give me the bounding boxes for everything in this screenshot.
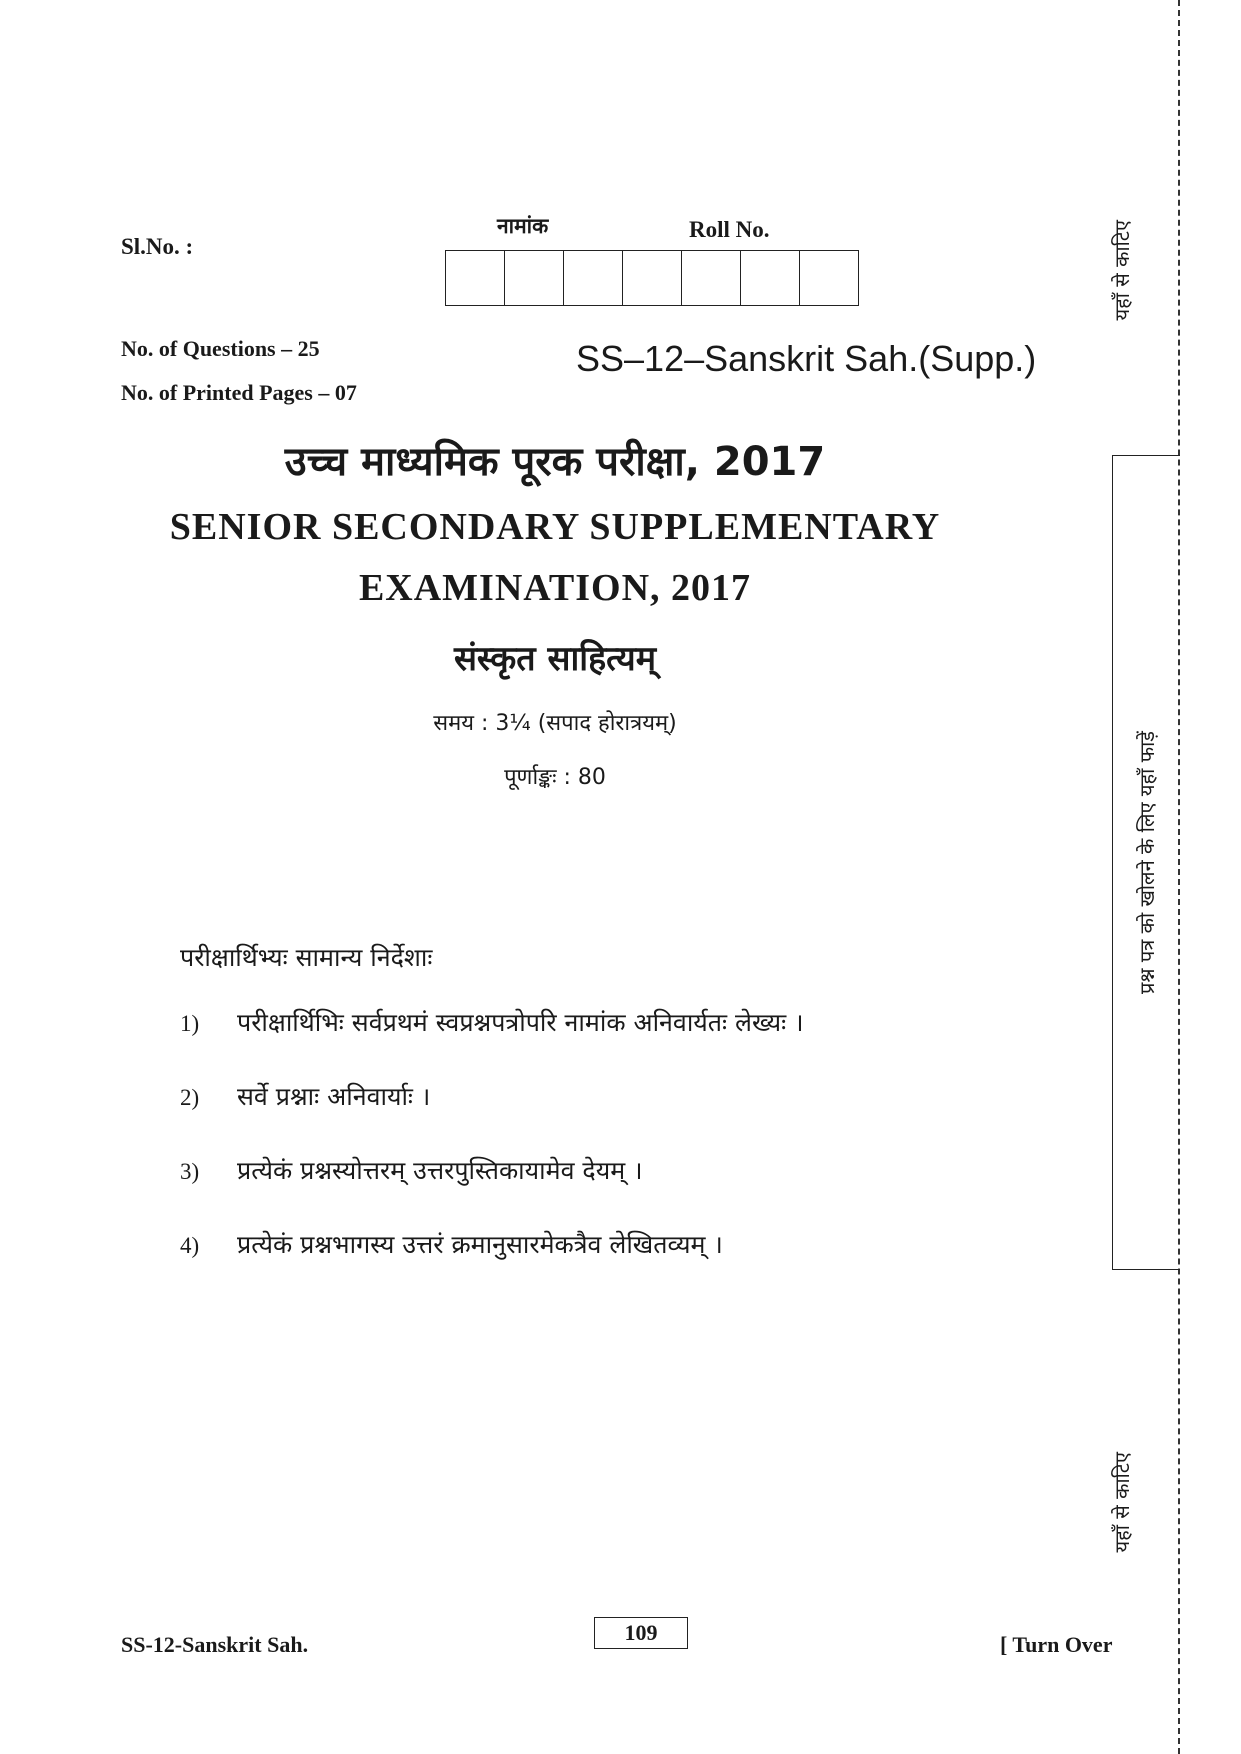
exam-duration: समय : 3¼ (सपाद होरात्रयम्) (433, 711, 677, 736)
instruction-number: 4) (180, 1233, 200, 1258)
instruction-number: 1) (180, 1011, 200, 1036)
turn-over-label: [ Turn Over (1000, 1632, 1113, 1657)
instruction-item (180, 1005, 1000, 1079)
maximum-marks: पूर्णाङ्कः : 80 (504, 765, 606, 790)
english-exam-title-line2: EXAMINATION, 2017 (358, 567, 752, 609)
roll-box[interactable] (682, 251, 741, 305)
instruction-text: प्रत्येकं प्रश्नस्योत्तरम् उत्तरपुस्तिकायामेव देयम् । (237, 1156, 643, 1185)
roll-box[interactable] (800, 251, 858, 305)
cut-here-bottom-label: यहाँ से काटिए (1110, 1452, 1134, 1553)
page-number-box: 109 (594, 1617, 688, 1649)
instruction-item (180, 1153, 1000, 1227)
roll-box[interactable] (505, 251, 564, 305)
instruction-text: परीक्षार्थिभिः सर्वप्रथमं स्वप्रश्नपत्रोपरि नामांक अनिवार्यतः लेख्यः । (237, 1008, 804, 1037)
footer-paper-code: SS-12-Sanskrit Sah. (121, 1632, 309, 1657)
roll-number-label: Roll No. (689, 217, 770, 242)
tear-instruction-label: प्रश्न पत्र को खोलने के लिए यहाँ फाड़ें (1135, 730, 1159, 995)
instruction-item (180, 1079, 1000, 1153)
subject-title: संस्कृत साहित्यम् (453, 639, 657, 679)
instruction-number: 3) (180, 1159, 200, 1184)
hindi-exam-title: उच्च माध्यमिक पूरक परीक्षा, 2017 (284, 439, 826, 485)
roll-box[interactable] (623, 251, 682, 305)
instruction-text: प्रत्येकं प्रश्नभागस्य उत्तरं क्रमानुसारमेकत्रैव लेखितव्यम् । (237, 1230, 723, 1259)
cut-here-bottom (1108, 1452, 1152, 1602)
instructions-heading: परीक्षार्थिभ्यः सामान्य निर्देशाः (180, 943, 433, 972)
serial-number-label: Sl.No. : (121, 234, 194, 259)
namank-label: नामांक (497, 214, 549, 238)
english-exam-title-line1: SENIOR SECONDARY SUPPLEMENTARY (169, 506, 941, 548)
roll-box[interactable] (564, 251, 623, 305)
instruction-number: 2) (180, 1085, 200, 1110)
tear-here-box[interactable] (1112, 455, 1180, 1270)
number-of-printed-pages: No. of Printed Pages – 07 (121, 380, 357, 405)
instruction-text: सर्वे प्रश्नाः अनिवार्याः । (237, 1082, 431, 1111)
cut-here-top-label: यहाँ से काटिए (1110, 220, 1134, 321)
instruction-item (180, 1227, 1000, 1301)
cut-here-top (1108, 220, 1152, 370)
roll-number-boxes[interactable] (445, 250, 859, 306)
number-of-questions: No. of Questions – 25 (121, 336, 320, 361)
roll-box[interactable] (446, 251, 505, 305)
instructions-list (180, 1005, 1000, 1301)
roll-box[interactable] (741, 251, 800, 305)
paper-code: SS–12–Sanskrit Sah.(Supp.) (576, 338, 1037, 379)
